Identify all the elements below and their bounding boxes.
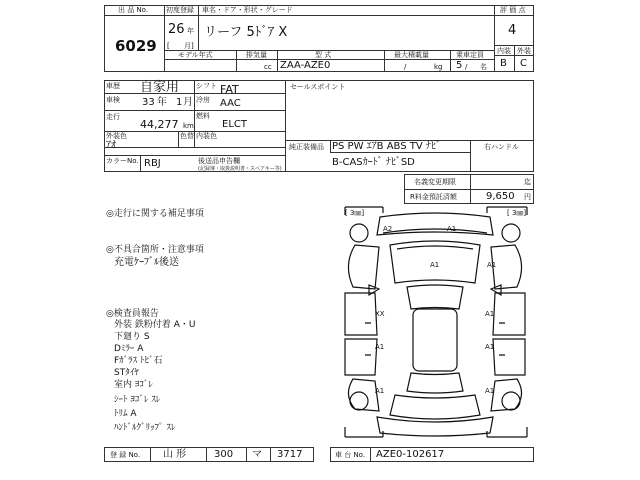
lot-number: 6029	[115, 37, 157, 55]
overall-rating: 4	[508, 23, 517, 38]
tire-depth-front-left: [ 3㎜]	[345, 209, 365, 217]
reg-month-open: [	[167, 42, 170, 50]
damage-mark: A1	[375, 343, 385, 351]
reg-month-unit: 月]	[184, 42, 194, 50]
inspector-line: ｼｰﾄ ﾖｺﾞﾚ ｽﾚ	[114, 395, 161, 405]
plate-class: 300	[214, 449, 234, 460]
damage-mark: A1	[485, 387, 495, 395]
recycle-fee-label: R料金預託済額	[410, 193, 457, 201]
handle-label: 右ハンドル	[484, 143, 519, 151]
divider	[277, 50, 278, 72]
divider	[178, 131, 179, 147]
displacement-label: 排気量	[246, 51, 267, 59]
inspection-year: 33	[142, 97, 155, 108]
inspector-line: STﾀｲﾔ	[114, 368, 139, 378]
reg-year: 26	[168, 22, 185, 37]
damage-mark: XX	[375, 310, 385, 318]
mileage-unit: km	[183, 122, 194, 130]
inspector-label: ◎検査員報告	[106, 309, 159, 319]
damage-mark: A1	[447, 225, 457, 233]
divider	[450, 50, 451, 72]
recycle-note: (記録簿・取扱説明書・スペアキー等)	[198, 166, 282, 172]
divider	[104, 110, 285, 111]
plate-label: 登 録 No.	[110, 451, 141, 459]
color-change-label: 色替	[180, 132, 194, 140]
fuel-label: 燃料	[196, 112, 210, 120]
recycle-fee: 9,650	[486, 191, 515, 202]
cc-unit: cc	[264, 63, 272, 71]
divider	[198, 5, 199, 50]
ext-color: ｱｵ	[106, 140, 116, 151]
rating-label: 評 価 点	[500, 6, 526, 14]
damage-mark: A1	[375, 387, 385, 395]
model-year-label: モデル年式	[178, 51, 213, 59]
mileage-label: 走行	[106, 113, 120, 121]
divider	[270, 447, 271, 462]
interior-grade: B	[500, 58, 507, 69]
shift: FAT	[220, 83, 239, 96]
divider	[236, 50, 237, 72]
divider	[104, 147, 285, 148]
car-name: リーフ 5ﾄﾞｱ X	[204, 25, 288, 40]
divider	[206, 447, 207, 462]
load-separator: /	[404, 63, 407, 71]
exterior-grade: C	[520, 58, 527, 69]
equip-label: 純正装備品	[289, 143, 324, 151]
plate-kana: マ	[252, 449, 262, 460]
car-name-label: 車名・ドア・形状・グレード	[202, 6, 293, 14]
tire-depth-front-right: [ 3㎜]	[507, 209, 527, 217]
divider	[104, 93, 285, 94]
inspection-month-unit: 月	[183, 97, 193, 108]
interior-grade-label: 内装	[497, 47, 511, 55]
lot-label: 出 品 No.	[118, 6, 149, 14]
recycle-label: 後送品申告欄	[198, 157, 240, 165]
name-change-label: 名義変更期限	[414, 178, 456, 186]
running-notes-label: ◎走行に関する補足事項	[106, 209, 204, 219]
damage-mark: A2	[383, 225, 393, 233]
divider	[514, 45, 515, 72]
ext-color-label: 外装色	[106, 132, 127, 140]
ac-label: 冷房	[196, 96, 210, 104]
inspector-line: Dﾐﾗｰ A	[114, 344, 144, 354]
divider	[285, 80, 286, 172]
inspector-line: 室内 ﾖｺﾞﾚ	[114, 380, 153, 390]
car-damage-diagram	[335, 205, 535, 440]
ac: AAC	[220, 98, 241, 109]
capacity-separator: /	[465, 63, 468, 71]
plate-number: 3717	[277, 449, 303, 460]
inspector-line: 下廻り S	[114, 332, 150, 342]
recycle-fee-unit: 円	[524, 193, 531, 201]
chassis-number: AZE0-102617	[376, 449, 445, 460]
inspection-year-unit: 年	[157, 97, 167, 108]
chassis-label: 車 台 No.	[335, 451, 366, 459]
inspector-line: Fｶﾞﾗｽ ﾄﾋﾞ石	[114, 356, 163, 366]
inspector-line: ﾊﾝﾄﾞﾙｸﾞﾘｯﾌﾟ ｽﾚ	[114, 423, 176, 433]
name-change-unit: 迄	[524, 178, 531, 186]
defect-text: 充電ｹｰﾌﾞﾙ後送	[114, 257, 179, 268]
capacity-unit: 名	[480, 63, 487, 71]
type-label: 型 式	[315, 51, 332, 59]
divider	[370, 447, 371, 462]
inspector-line: ﾄﾘﾑ A	[114, 409, 137, 419]
capacity-label: 乗車定員	[456, 51, 484, 59]
sales-point-label: セールスポイント	[290, 83, 346, 91]
damage-mark: A1	[485, 310, 495, 318]
first-reg-label: 初度登録	[166, 6, 194, 14]
equip-line-1: PS PW ｴｱB ABS TV ﾅﾋﾞ	[332, 141, 441, 152]
mileage: 44,277	[140, 118, 179, 131]
color-no: RBJ	[144, 158, 161, 169]
inspection-label: 車検	[106, 96, 120, 104]
divider	[384, 50, 385, 72]
divider	[404, 189, 534, 190]
shift-label: シフト	[196, 82, 217, 90]
defect-label: ◎不具合箇所・注意事項	[106, 245, 204, 255]
divider	[150, 447, 151, 462]
divider	[470, 174, 471, 204]
divider	[246, 447, 247, 462]
divider	[470, 140, 471, 172]
damage-mark: A1	[487, 261, 497, 269]
damage-mark: A1	[430, 261, 440, 269]
plate-area: 山 形	[163, 449, 187, 460]
inspection-month: 1	[176, 97, 183, 108]
reg-type: 自家用	[140, 80, 180, 95]
model-type: ZAA-AZE0	[280, 60, 331, 71]
reg-type-label: 車歴	[106, 82, 120, 90]
divider	[104, 131, 285, 132]
divider	[140, 155, 141, 172]
divider	[104, 15, 534, 16]
kg-unit: kg	[434, 63, 443, 71]
capacity: 5	[456, 60, 463, 71]
divider	[330, 140, 331, 152]
divider	[104, 155, 285, 156]
inspector-line: 外装 鉄粉付着 A・U	[114, 320, 196, 330]
fuel: ELCT	[222, 119, 247, 130]
color-no-label: カラーNo.	[106, 157, 139, 165]
reg-year-unit: 年	[187, 27, 194, 35]
max-load-label: 最大積載量	[394, 51, 429, 59]
exterior-grade-label: 外装	[517, 47, 531, 55]
int-color-label: 内装色	[196, 132, 217, 140]
damage-mark: A1	[485, 343, 495, 351]
equip-line-2: B-CASｶｰﾄﾞ ﾅﾋﾞSD	[332, 157, 415, 168]
divider	[194, 80, 195, 147]
